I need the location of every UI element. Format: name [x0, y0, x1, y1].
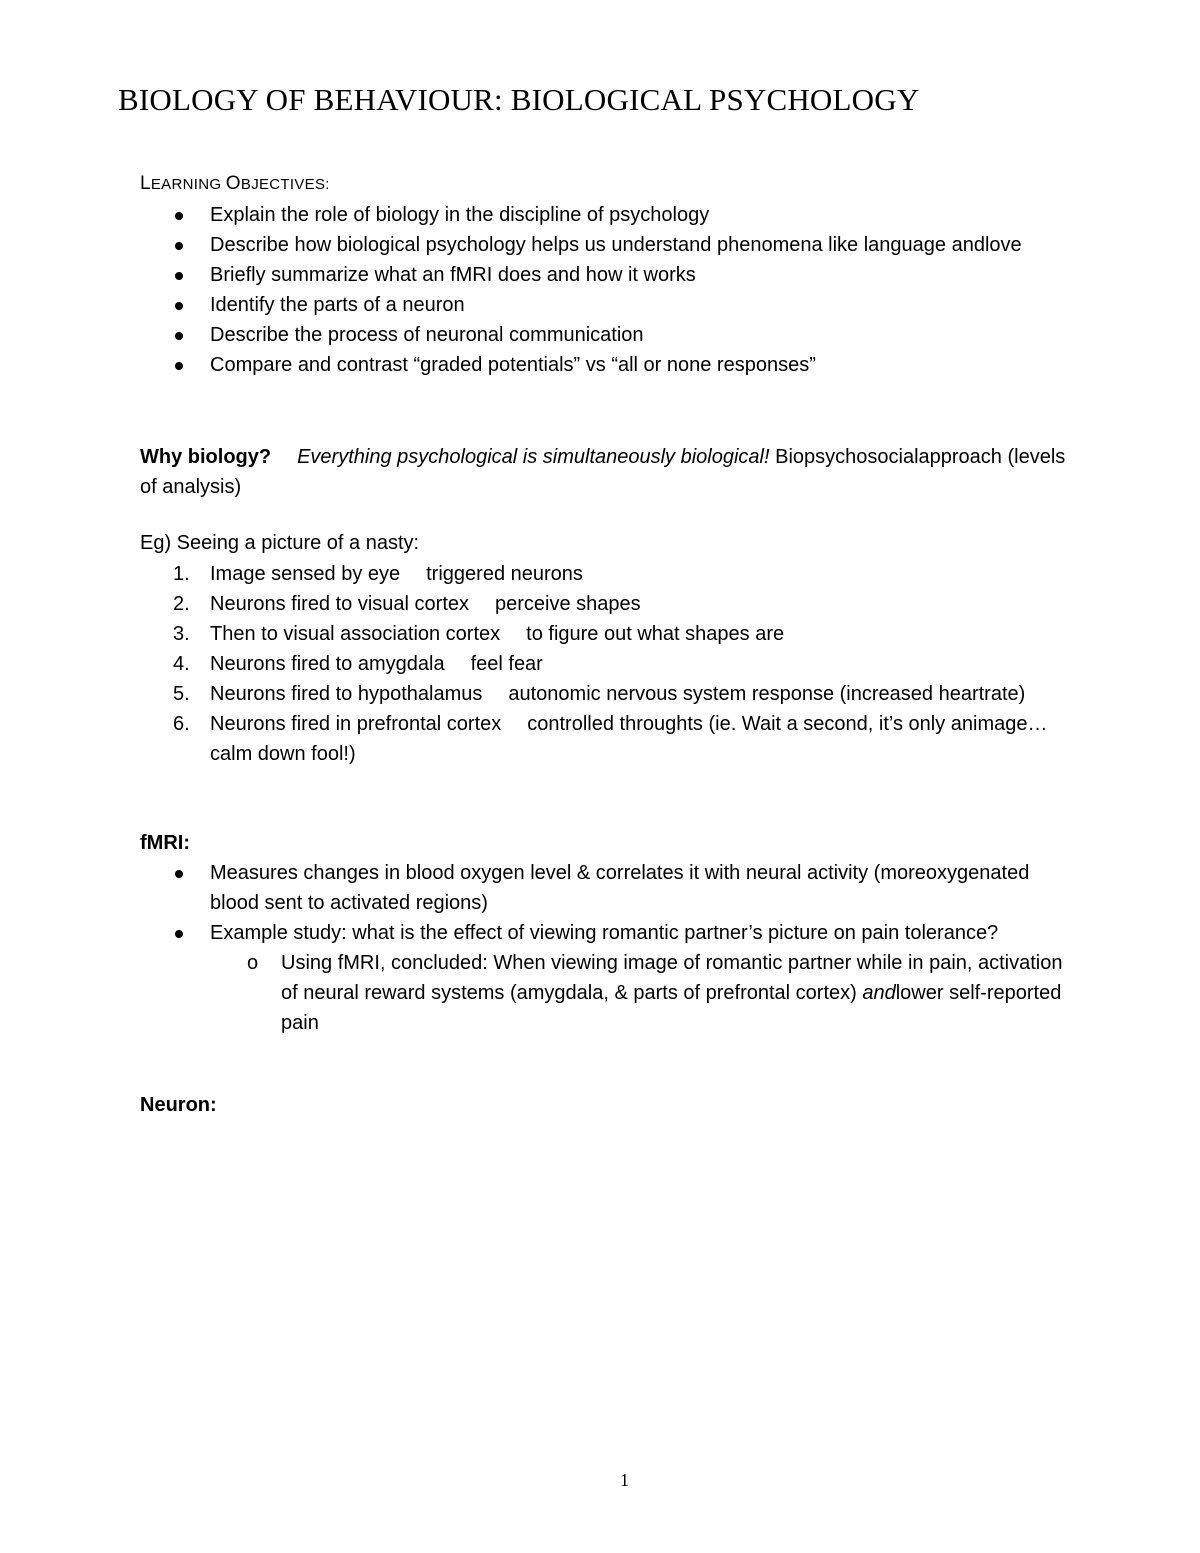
bullet-icon — [175, 930, 183, 938]
neuron-heading: Neuron: — [140, 1094, 217, 1116]
list-item: Identify the parts of a neuron — [140, 290, 1080, 320]
fmri-heading: fMRI: — [140, 832, 190, 854]
example-steps-list — [140, 559, 1080, 769]
document-title: BIOLOGY OF BEHAVIOUR: BIOLOGICAL PSYCHOLOGY — [118, 82, 920, 117]
list-item: 2. Neurons fired to visual cortex perceive shapes — [173, 593, 641, 615]
list-item: Compare and contrast “graded potentials” vs “all or none responses” — [140, 350, 1080, 380]
list-item: Example study: what is the effect of viewing romantic partner’s picture on pain tolerance? — [140, 918, 1080, 948]
why-biology-rest: Biopsychosocialapproach (levels of analysis) — [140, 446, 1066, 498]
list-item: Briefly summarize what an fMRI does and how it works — [140, 260, 1080, 290]
learning-objectives-heading: LEARNING OBJECTIVES: — [140, 173, 330, 194]
bullet-icon — [175, 212, 183, 220]
example-intro: Eg) Seeing a picture of a nasty: — [140, 532, 420, 554]
list-item: Measures changes in blood oxygen level & correlates it with neural activity (moreoxygenated blood sent to activated regions) — [140, 858, 1080, 918]
why-biology-label: Why biology? — [140, 446, 272, 468]
page-number: 1 — [620, 1470, 629, 1490]
bullet-icon — [175, 272, 183, 280]
hollow-bullet-icon: o — [247, 952, 259, 974]
list-item: Explain the role of biology in the discipline of psychology — [140, 200, 1080, 230]
why-biology-paragraph — [140, 442, 1080, 502]
list-item: 1. Image sensed by eye triggered neurons — [173, 563, 583, 585]
list-item: Describe the process of neuronal communication — [140, 320, 1080, 350]
bullet-icon — [175, 332, 183, 340]
bullet-icon — [175, 302, 183, 310]
fmri-list — [140, 858, 1080, 1038]
list-item: Describe how biological psychology helps us understand phenomena like language andlove — [140, 230, 1080, 260]
list-item: o Using fMRI, concluded: When viewing image of romantic partner while in pain, activation of neural reward systems (amygdala, & parts of prefrontal cortex) andlower self-reported pain — [140, 948, 1080, 1038]
learning-objectives-list — [140, 200, 1080, 380]
list-item: 3. Then to visual association cortex to figure out what shapes are — [173, 623, 785, 645]
list-item: 6. Neurons fired in prefrontal cortex controlled throughts (ie. Wait a second, it’s only animage… calm down fool!) — [173, 713, 1048, 765]
why-biology-italic: Everything psychological is simultaneously biological! — [297, 446, 770, 468]
bullet-icon — [175, 362, 183, 370]
bullet-icon — [175, 242, 183, 250]
bullet-icon — [175, 870, 183, 878]
list-item: 4. Neurons fired to amygdala feel fear — [173, 653, 543, 675]
list-item: 5. Neurons fired to hypothalamus autonomic nervous system response (increased heartrate) — [173, 683, 1026, 705]
